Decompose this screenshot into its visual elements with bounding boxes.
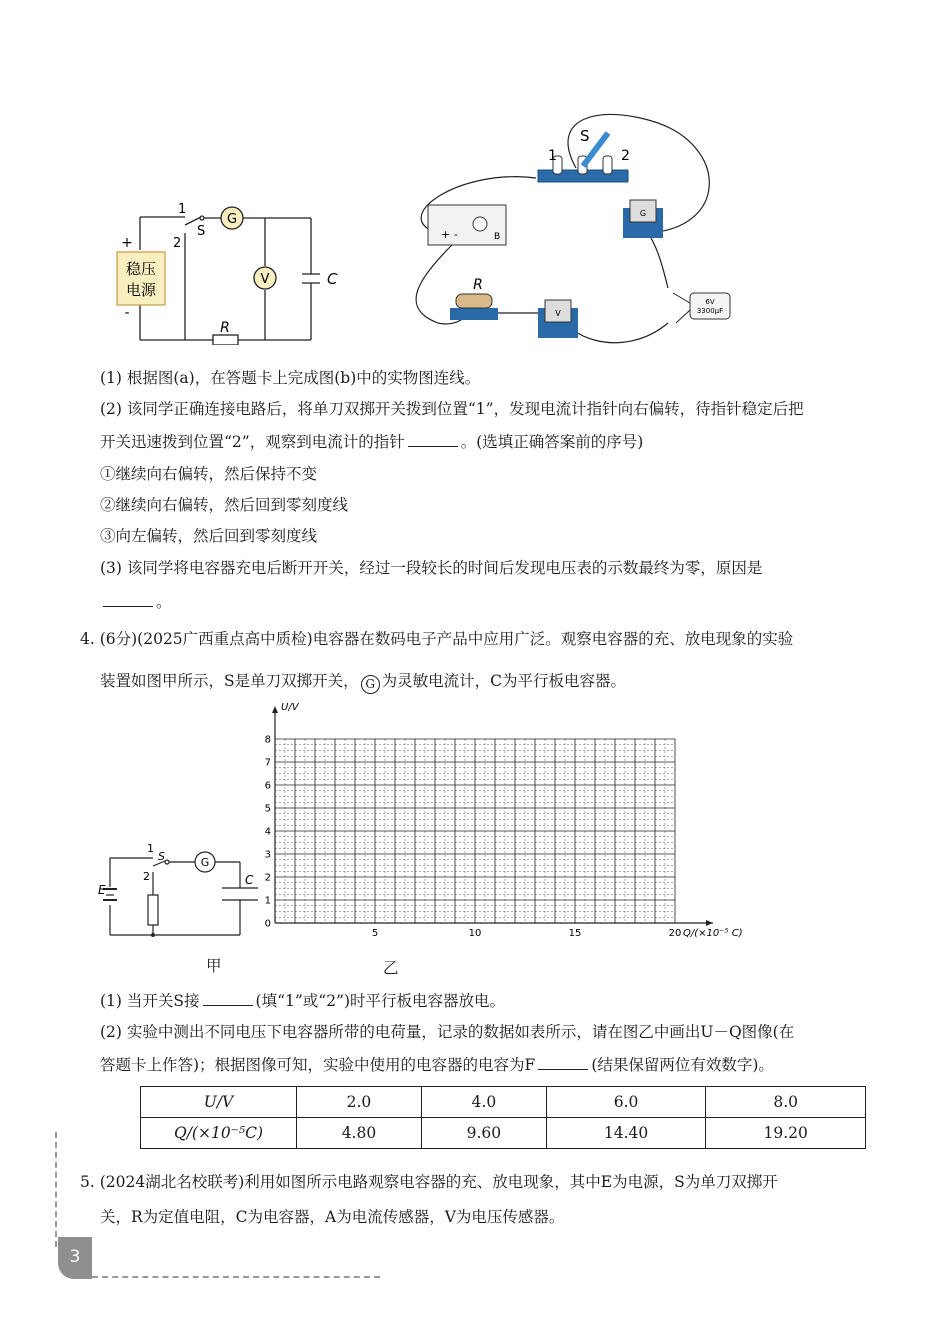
- table-cell: 19.20: [706, 1118, 866, 1149]
- u-q-data-table: [140, 1086, 866, 1149]
- y-tick-label: 8: [264, 734, 271, 746]
- x-tick-label: 5: [371, 928, 379, 939]
- table-cell: 6.0: [546, 1087, 706, 1118]
- q3-part1: (1) 根据图(a)，在答题卡上完成图(b)中的实物图连线。: [100, 369, 481, 387]
- y-tick-label: 1: [264, 895, 271, 907]
- y-tick-label: 2: [264, 872, 271, 884]
- figure-jia-circuit: [95, 840, 270, 940]
- q3-part2-text-a: 开关迅速拨到位置“2”，观察到电流计的指针: [100, 433, 405, 451]
- figure-b-apparatus: [398, 108, 748, 356]
- q4-part1-blank[interactable]: [203, 989, 253, 1006]
- q5-line1: 5. (2024湖北名校联考)利用如图所示电路观察电容器的充、放电现象，其中E为电源，S为单刀双掷开: [80, 1173, 778, 1191]
- x-axis-label: Q/(×10⁻⁵ C): [683, 928, 743, 939]
- q4-part2-b: (结果保留两位有效数字)。: [591, 1056, 774, 1074]
- figure-a-circuit: [105, 195, 355, 345]
- q3-part3-blank[interactable]: [103, 590, 153, 607]
- q3-part3-end: 。: [156, 593, 172, 611]
- table-cell: 4.0: [421, 1087, 546, 1118]
- b-cap-label2: 3300μF: [696, 307, 724, 315]
- y-tick-label: 5: [264, 803, 271, 815]
- y-tick-label: 0: [264, 918, 271, 930]
- table-header-u: U/V: [141, 1087, 297, 1118]
- b-meter-v-label: V: [555, 309, 561, 318]
- resistor-r: [213, 335, 238, 345]
- y-tick-label: 7: [264, 757, 271, 769]
- q4-part2-line1: (2) 实验中测出不同电压下电容器所带的电荷量，记录的数据如表所示，请在图乙中画出U－Q图像(在: [100, 1023, 795, 1041]
- y-tick-label: 4: [264, 826, 271, 838]
- b-switch-label: S: [580, 127, 590, 145]
- capacitor-label: C: [327, 270, 338, 288]
- q3-part2-blank[interactable]: [408, 430, 458, 447]
- knife-switch: [538, 127, 630, 182]
- plus-label: +: [121, 235, 133, 251]
- q3-option-1: ①继续向右偏转，然后保持不变: [100, 465, 318, 483]
- y-axis-label: U/V: [281, 702, 299, 713]
- q3-part2-line2: [100, 430, 643, 453]
- table-cell: 9.60: [421, 1118, 546, 1149]
- switch-label: S: [197, 224, 206, 239]
- b-plus-label: +: [441, 228, 451, 241]
- electrolytic-capacitor: [673, 293, 730, 323]
- resistor-label: R: [220, 320, 230, 336]
- table-cell: 4.80: [297, 1118, 422, 1149]
- q4-part1-b: (填“1”或“2”)时平行板电容器放电。: [255, 992, 506, 1010]
- jia-s-label: S: [158, 850, 165, 863]
- q4-part2-blank[interactable]: [538, 1053, 588, 1070]
- q4-part2-a: 答题卡上作答)；根据图像可知，实验中使用的电容器的电容为F: [100, 1056, 536, 1074]
- figure-jia-caption: 甲: [206, 957, 222, 975]
- jia-pos2-label: 2: [143, 870, 150, 883]
- x-tick-label: 15: [568, 928, 582, 939]
- jia-g-label: G: [200, 856, 210, 869]
- table-cell: 14.40: [546, 1118, 706, 1149]
- galvanometer-device: [623, 200, 663, 238]
- page-number: 3: [58, 1237, 92, 1279]
- table-header-q: Q/(×10⁻⁵C): [141, 1118, 297, 1149]
- b-source-mark: B: [494, 232, 501, 242]
- b-meter-g-label: G: [639, 209, 647, 218]
- power-supply: [428, 205, 506, 245]
- figure-yi-caption: 乙: [383, 959, 399, 977]
- b-pos2-label: 2: [621, 148, 630, 164]
- table-row: [141, 1087, 866, 1118]
- b-minus-label: -: [454, 228, 458, 241]
- table-cell: 8.0: [706, 1087, 866, 1118]
- source-label-1: 稳压: [125, 260, 157, 278]
- q3-part2-line1: (2) 该同学正确连接电路后，将单刀双掷开关拨到位置“1”，发现电流计指针向右偏转，待指针稳定后把: [100, 400, 804, 418]
- y-tick-label: 3: [264, 849, 271, 861]
- minus-label: -: [124, 305, 130, 321]
- q3-part3-line2: [100, 590, 172, 613]
- q4-part2-line2: [100, 1053, 774, 1076]
- switch-pos2-label: 2: [173, 236, 182, 251]
- q4-line2-a: 装置如图甲所示，S是单刀双掷开关，: [100, 672, 359, 690]
- jia-resistor: [148, 895, 158, 925]
- q4-line2: [100, 670, 626, 694]
- voltmeter-device: [538, 300, 578, 338]
- jia-c-label: C: [245, 873, 254, 887]
- q3-option-2: ②继续向右偏转，然后回到零刻度线: [100, 496, 349, 514]
- q3-part2-text-b: 。(选填正确答案前的序号): [460, 433, 644, 451]
- q3-part3-line1: (3) 该同学将电容器充电后断开开关，经过一段较长的时间后发现电压表的示数最终为零，原因是: [100, 559, 763, 577]
- page-border-horizontal: [92, 1276, 380, 1278]
- b-pos1-label: 1: [548, 148, 557, 164]
- b-resistor-label: R: [473, 277, 483, 293]
- table-cell: 2.0: [297, 1087, 422, 1118]
- q3-option-3: ③向左偏转，然后回到零刻度线: [100, 527, 318, 545]
- y-tick-label: 6: [264, 780, 271, 792]
- source-label-2: 电源: [125, 281, 157, 299]
- jia-pos1-label: 1: [147, 842, 154, 855]
- q4-line2-b: 为灵敏电流计，C为平行板电容器。: [381, 672, 626, 690]
- x-tick-label: 10: [468, 928, 482, 939]
- q4-line1: 4. (6分)(2025广西重点高中质检)电容器在数码电子产品中应用广泛。观察电容器的充、放电现象的实验: [80, 630, 794, 648]
- b-cap-label1: 6V: [705, 298, 715, 306]
- q4-part1-a: (1) 当开关S接: [100, 992, 200, 1010]
- q4-part1: [100, 989, 505, 1012]
- x-tick-label: 20: [668, 928, 682, 939]
- galvanometer-symbol-icon: G: [361, 675, 380, 694]
- page-border-vertical: [55, 1132, 57, 1247]
- u-q-grid-chart[interactable]: [255, 700, 765, 950]
- galvanometer-label: G: [226, 212, 238, 227]
- table-row: [141, 1118, 866, 1149]
- grid-major-lines: [275, 739, 675, 923]
- jia-e-label: E: [98, 883, 106, 897]
- q5-line2: 关，R为定值电阻，C为电容器，A为电流传感器，V为电压传感器。: [100, 1208, 565, 1226]
- switch-pos1-label: 1: [178, 202, 187, 217]
- voltmeter-label: V: [260, 272, 270, 287]
- resistor-device: [450, 277, 498, 320]
